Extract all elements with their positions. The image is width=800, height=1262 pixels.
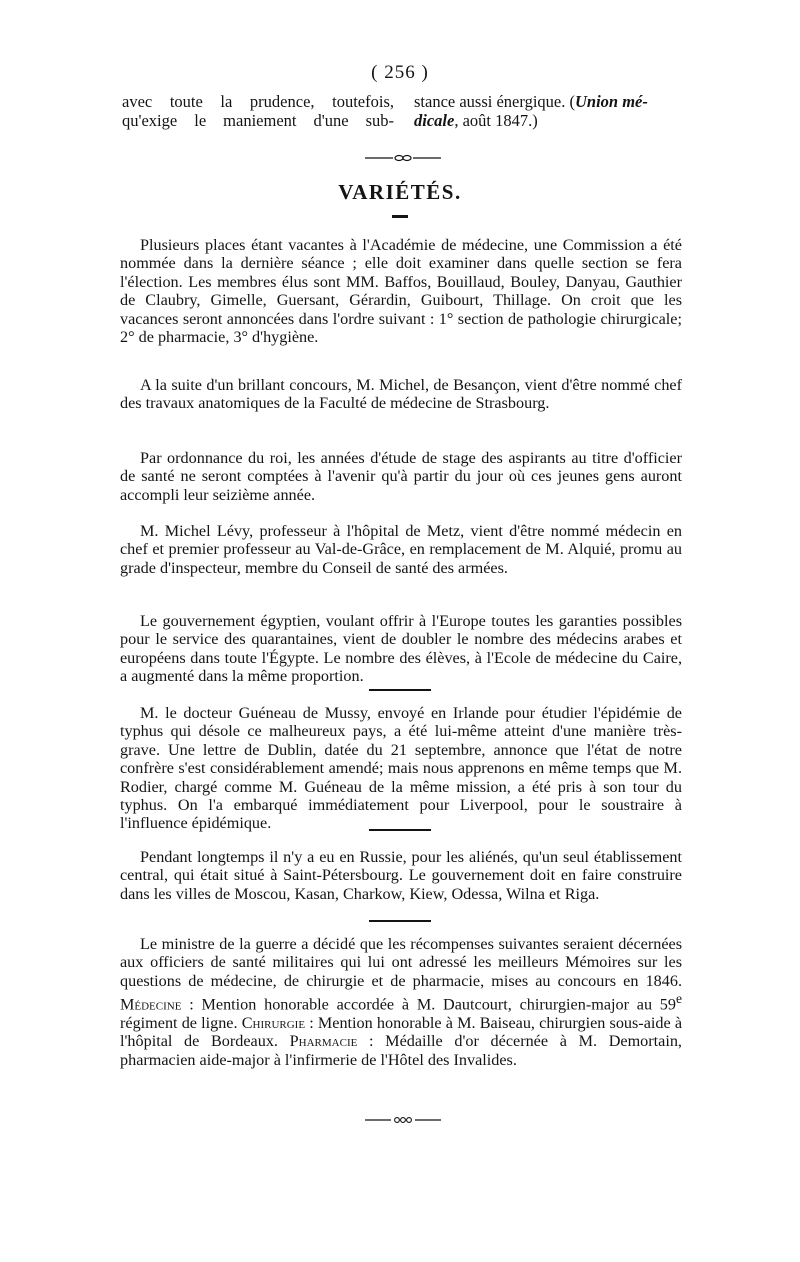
separator-rule [369,689,431,691]
bottom-ornament-rule [363,1116,443,1124]
section-title: VARIÉTÉS. [338,180,462,204]
paragraph-text: Le ministre de la guerre a décidé que les récompenses suivantes seraient décernées aux officiers de santé militaires qui lui ont adressé les meilleurs Mémoires sur les questions de médecine, de chirurgie et de pharmacie, mises au concours en 1846. Médecine : Mention honorable accordée à M. Dautcourt, chirurgien-major au 59e régiment de ligne. Chirurgie : Mention honorable à M. Baiseau, chirurgien sous-aide à l'hôpital de Bordeaux. Pharmacie : Médaille d'or décernée à M. Demortain, pharmacien aide-major à l'infirmerie de l'Hôtel des Invalides. [120,935,682,1069]
paragraph-text: M. le docteur Guéneau de Mussy, envoyé en Irlande pour étudier l'épidémie de typhus qui désole ce malheureux pays, a été lui-même atteint d'une manière très-grave. Une lettre de Dublin, datée du 21 septembre, annonce que l'état de notre confrère s'est considérablement amendé; mais nous apprenons en même temps que M. Rodier, chargé comme M. Guéneau de la même mission, a été pris à son tour du typhus. On l'a embarqué immédiatement pour Liverpool, pour le soustraire à l'influence épidémique. [120,704,682,833]
label-pharmacie: Pharmacie [289,1032,358,1051]
paragraph-text: M. Michel Lévy, professeur à l'hôpital de Metz, vient d'être nommé médecin en chef et premier professeur au Val-de-Grâce, en remplacement de M. Alquié, promu au grade d'inspecteur, membre du Conseil de santé des armées. [120,522,682,577]
carryover-left-column [122,92,394,130]
top-ornament-rule [363,154,443,162]
paragraph-text: Pendant longtemps il n'y a eu en Russie, pour les aliénés, qu'un seul établissement central, qui était situé à Saint-Pétersbourg. Le gouvernement doit en faire construire dans les villes de Moscou, Kasan, Charkow, Kiew, Odessa, Wilna et Riga. [120,848,682,903]
carryover-text [122,92,680,130]
carryover-right-column [414,92,680,130]
paragraph-text: Plusieurs places étant vacantes à l'Académie de médecine, une Commission a été nommée dans la dernière séance ; elle doit examiner dans quelle section se fera l'élection. Les membres élus sont MM. Baffos, Bouillaud, Bouley, Danyau, Gauthier de Claubry, Gimelle, Guersant, Gérardin, Guibourt, Thillage. On croit que les vacances seront annoncées dans l'ordre suivant : 1° section de pathologie chirurgicale; 2° de pharmacie, 3° d'hygiène. [120,236,682,347]
label-chirurgie: Chirurgie [241,1014,306,1033]
label-medecine: Médecine [120,995,182,1014]
carryover-left-line-1: avec toute la prudence, toutefois, [122,92,394,111]
paragraph-egypte [120,612,682,686]
carryover-right-line-2: dicale, août 1847.) [414,111,538,130]
paragraph-michel [120,376,682,413]
paragraph-russie [120,848,682,903]
source-citation-cont: dicale [414,111,455,130]
separator-rule [369,829,431,831]
carryover-left-line-2: qu'exige le maniement d'une sub- [122,111,394,130]
paragraph-gueneau [120,704,682,833]
paragraph-text: Par ordonnance du roi, les années d'étude de stage des aspirants au titre d'officier de santé ne seront comptées à l'avenir qu'à partir du jour où ces jeunes gens auront accompli leur seizième année. [120,449,682,504]
page-number: ( 256 ) [371,62,429,83]
source-citation: Union mé- [574,92,648,111]
paragraph-ordonnance [120,449,682,504]
paragraph-ministre [120,935,682,1069]
title-dash [392,215,408,218]
paragraph-levy [120,522,682,577]
paragraph-text: Le gouvernement égyptien, voulant offrir à l'Europe toutes les garanties possibles pour le service des quarantaines, vient de doubler le nombre des médecins arabes et européens dans toute l'Égypte. Le nombre des élèves, à l'Ecole de médecine du Caire, a augmenté dans la même proportion. [120,612,682,686]
separator-rule [369,920,431,922]
paragraph-academie [120,236,682,346]
carryover-right-line-1: stance aussi énergique. (Union mé- [414,92,648,111]
paragraph-text: A la suite d'un brillant concours, M. Michel, de Besançon, vient d'être nommé chef des travaux anatomiques de la Faculté de médecine de Strasbourg. [120,376,682,413]
